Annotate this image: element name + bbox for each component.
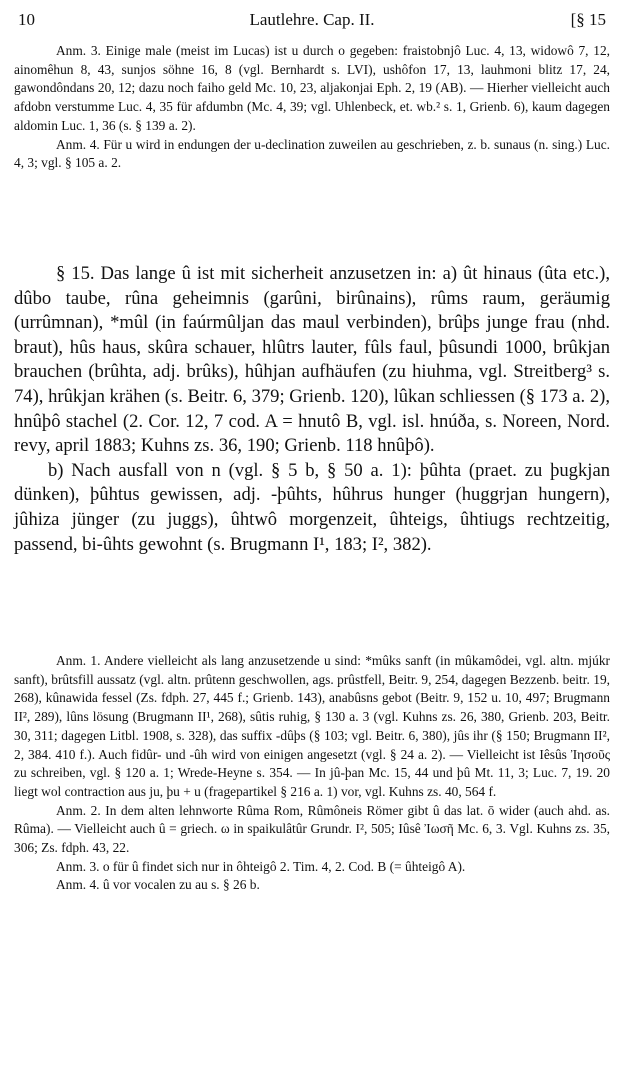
page-header: [12, 10, 612, 34]
running-title: Lautlehre. Cap. II.: [249, 10, 375, 29]
section-marker: [§ 15: [570, 10, 606, 29]
note-paragraph: Anm. 1. Andere vielleicht als lang anzusetzende u sind: *mûks sanft (in mûkamôdei, vgl. altn. mjúkr sanft), brûtsfill aussatz (vgl. altn. prûtenn geschwollen, ags. prûstfell, Beitr. 9, 254, dagegen Bezzenb. beitr. 19, 268), kûnawida fessel (Zs. fdph. 27, 445 f.; Grienb. 143), anabûsns gebot (Beitr. 9, 152 u. 10, 497; Brugmann II², 289), lûns lösung (Brugmann II¹, 268), sûtis ruhig, § 130 a. 3 (vgl. Kuhns zs. 26, 380, Grienb. 203, Beitr. 30, 311; dagegen Litbl. 1908, s. 328), das suffix -dûþs (§ 103; vgl. Beitr. 6, 380), jûs ihr (§ 150; Brugmann II², 2, 384. 410 f.). Auch fidûr- und -ûh wird von einigen angesetzt (vgl. § 24 a. 2). — Vielleicht ist Iêsûs Ἰησοῦς zu schreiben, vgl. § 120 a. 1; Wrede-Heyne s. 354. — In jû-þan Mc. 15, 44 und þû Mt. 11, 3; Luc. 7, 19. 20 liegt wol contraction aus ju, þu + u (fragepartikel § 216 a. 1) vor, vgl. Kuhns zs. 40, 564 f.: [14, 653, 610, 799]
note-paragraph: Anm. 4. û vor vocalen zu au s. § 26 b.: [56, 877, 260, 893]
section-paragraph: § 15. Das lange û ist mit sicherheit anzusetzen in: a) ût hinaus (ûta etc.), dûbo taube, rûna geheimnis (garûni, birûnains), rûms raum, geräumig (urrûmnan), *mûl (in faúrmûljan das maul verbinden), brûþs junge frau (nhd. braut), hûs haus, skûra schauer, hlûtrs lauter, fûls faul, þûsundi 1000, brûkjan brauchen (brûhta, adj. brûks), hûhjan aufhäufen (zu hiuhma, vgl. Streitberg³ s. 74), hrûkjan krähen (s. Beitr. 6, 379; Grienb. 120), lûkan schliessen (§ 173 a. 2), hnûþô stachel (2. Cor. 12, 7 cod. A = hnutô B, vgl. isl. hnúða, s. Noreen, Nord. revy, april 1883; Kuhns zs. 36, 190; Grienb. 118 hnûþô).: [14, 263, 610, 457]
note-paragraph: Anm. 2. In dem alten lehnworte Rûma Rom, Rûmôneis Römer gibt û das lat. ō wider (auch ahd. as. Rûma). — Vielleicht auch û = griech. ω in spaikulâtûr Grundr. I², 505; Iûsê Ἰωσῆ Mc. 6, 3. Vgl. Kuhns zs. 35, 306; Zs. fdph. 43, 22.: [14, 802, 610, 856]
note-paragraph: Anm. 3. o für û findet sich nur in ôhteigô 2. Tim. 4, 2. Cod. B (= ûhteigô A).: [56, 858, 466, 874]
note-paragraph: Anm. 3. Einige male (meist im Lucas) ist u durch o gegeben: fraistobnjô Luc. 4, 13, widowô 7, 12, ainomêhun 8, 43, sunjos söhne 16, 8 (vgl. Bernhardt s. LVI), ushôfon 17, 13, lauhmoni blitz 17, 24, gawondôndans 20, 12; dazu noch faiho geld Mc. 10, 23, aljakonjai Eph. 2, 19 (AB). — Hierher vielleicht auch afdobn verstumme Luc. 4, 35 für afdumbn (Mc. 4, 39; vgl. Uhlenbeck, et. wb.² s. 1, Grienb. 6), kaum dagegen aldomin Luc. 1, 36 (s. § 139 a. 2).: [14, 43, 610, 133]
notes-top: [14, 42, 610, 173]
notes-bottom: [14, 652, 610, 895]
section-paragraph: b) Nach ausfall von n (vgl. § 5 b, § 50 a. 1): þûhta (praet. zu þugkjan dünken), þûhtus gewissen, adj. -þûhts, hûhrus hunger (huggrjan hungern), jûhiza jünger (zu juggs), ûhtwô morgenzeit, ûhteigs, ûhtiugs rechtzeitig, passend, bi-ûhts gewohnt (s. Brugmann I¹, 183; I², 382).: [14, 459, 610, 555]
page-number: 10: [18, 10, 35, 29]
note-paragraph: Anm. 4. Für u wird in endungen der u-declination zuweilen au geschrieben, z. b. sunaus (n. sing.) Luc. 4, 3; vgl. § 105 a. 2.: [14, 136, 610, 171]
main-text: [14, 262, 610, 557]
